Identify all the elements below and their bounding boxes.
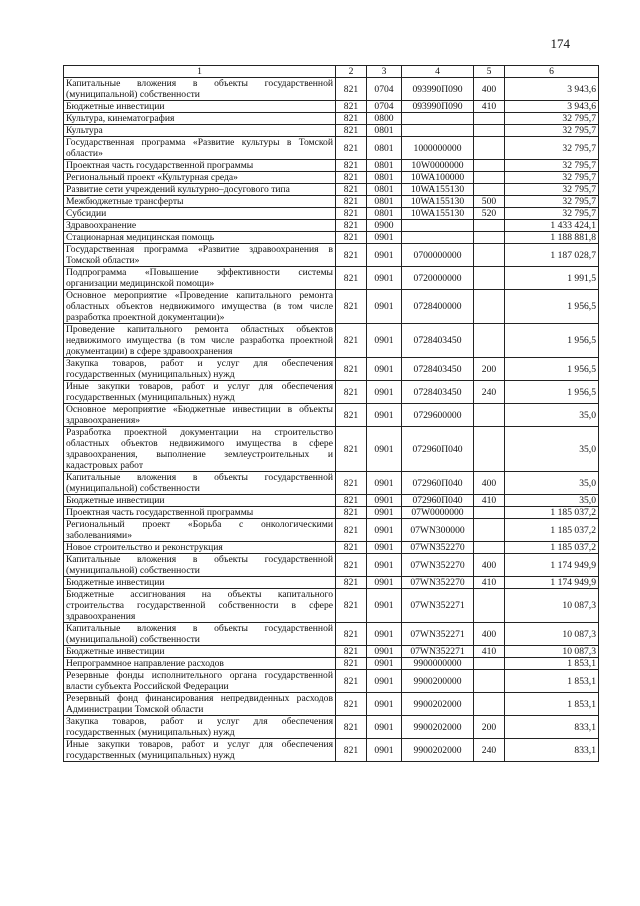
cell-name: Проектная часть государственной программы [64, 507, 336, 519]
cell-expense-type: 410 [474, 495, 505, 507]
cell-name: Проектная часть государственной программы [64, 160, 336, 172]
header-row [64, 66, 599, 78]
cell-department: 821 [336, 220, 367, 232]
cell-target-article: 9900202000 [402, 693, 474, 716]
cell-section: 0801 [367, 160, 402, 172]
cell-name: Подпрограмма «Повышение эффективности системы организации медицинской помощи» [64, 267, 336, 290]
cell-name: Капитальные вложения в объекты государственной (муниципальной) собственности [64, 623, 336, 646]
cell-department: 821 [336, 324, 367, 358]
column-header-2: 2 [336, 66, 367, 78]
cell-department: 821 [336, 290, 367, 324]
cell-name: Капитальные вложения в объекты государственной (муниципальной) собственности [64, 554, 336, 577]
cell-section: 0901 [367, 646, 402, 658]
cell-name: Капитальные вложения в объекты государственной (муниципальной) собственности [64, 78, 336, 101]
cell-target-article: 0728403450 [402, 324, 474, 358]
cell-section: 0704 [367, 78, 402, 101]
cell-department: 821 [336, 519, 367, 542]
cell-target-article: 10WA155130 [402, 184, 474, 196]
table-body [64, 78, 599, 762]
cell-expense-type: 200 [474, 358, 505, 381]
cell-name: Иные закупки товаров, работ и услуг для обеспечения государственных (муниципальных) нужд [64, 381, 336, 404]
cell-amount: 1 433 424,1 [505, 220, 599, 232]
cell-target-article: 072960П040 [402, 427, 474, 472]
cell-amount: 1 185 037,2 [505, 519, 599, 542]
cell-department: 821 [336, 125, 367, 137]
cell-target-article: 0720000000 [402, 267, 474, 290]
cell-department: 821 [336, 427, 367, 472]
cell-amount: 1 185 037,2 [505, 507, 599, 519]
cell-amount: 1 853,1 [505, 670, 599, 693]
table-row [64, 101, 599, 113]
cell-amount: 1 956,5 [505, 290, 599, 324]
cell-expense-type [474, 324, 505, 358]
cell-section: 0901 [367, 739, 402, 762]
cell-target-article: 07W0000000 [402, 507, 474, 519]
cell-target-article: 07WN300000 [402, 519, 474, 542]
cell-expense-type: 400 [474, 623, 505, 646]
cell-amount: 10 087,3 [505, 646, 599, 658]
cell-section: 0901 [367, 358, 402, 381]
table-row [64, 507, 599, 519]
cell-expense-type: 410 [474, 101, 505, 113]
cell-department: 821 [336, 507, 367, 519]
cell-department: 821 [336, 196, 367, 208]
table-row [64, 554, 599, 577]
cell-target-article: 0728400000 [402, 290, 474, 324]
cell-name: Капитальные вложения в объекты государственной (муниципальной) собственности [64, 472, 336, 495]
cell-name: Новое строительство и реконструкция [64, 542, 336, 554]
cell-department: 821 [336, 244, 367, 267]
cell-department: 821 [336, 623, 367, 646]
table-row [64, 577, 599, 589]
table-row [64, 427, 599, 472]
cell-department: 821 [336, 137, 367, 160]
cell-name: Стационарная медицинская помощь [64, 232, 336, 244]
cell-section: 0901 [367, 267, 402, 290]
cell-expense-type [474, 427, 505, 472]
cell-department: 821 [336, 589, 367, 623]
table-row [64, 739, 599, 762]
table-row [64, 184, 599, 196]
cell-section: 0801 [367, 184, 402, 196]
cell-name: Проведение капитального ремонта областных объектов недвижимого имущества (в том числе разработка проектной документации) в сфере здравоохранения [64, 324, 336, 358]
cell-target-article: 9900000000 [402, 658, 474, 670]
table-row [64, 172, 599, 184]
table-row [64, 137, 599, 160]
column-header-6: 6 [505, 66, 599, 78]
cell-target-article: 07WN352270 [402, 577, 474, 589]
table-row [64, 208, 599, 220]
cell-department: 821 [336, 716, 367, 739]
table-row [64, 658, 599, 670]
cell-amount: 32 795,7 [505, 172, 599, 184]
table-row [64, 267, 599, 290]
cell-department: 821 [336, 646, 367, 658]
table-row [64, 324, 599, 358]
cell-name: Непрограммное направление расходов [64, 658, 336, 670]
cell-amount: 1 956,5 [505, 358, 599, 381]
cell-name: Здравоохранение [64, 220, 336, 232]
cell-target-article: 0728403450 [402, 358, 474, 381]
cell-expense-type: 500 [474, 196, 505, 208]
cell-section: 0801 [367, 172, 402, 184]
cell-expense-type: 240 [474, 381, 505, 404]
cell-target-article: 093990П090 [402, 78, 474, 101]
cell-expense-type [474, 160, 505, 172]
cell-amount: 35,0 [505, 404, 599, 427]
table-row [64, 358, 599, 381]
table-row [64, 623, 599, 646]
cell-target-article: 9900202000 [402, 739, 474, 762]
cell-amount: 32 795,7 [505, 208, 599, 220]
cell-name: Региональный проект «Культурная среда» [64, 172, 336, 184]
cell-expense-type: 410 [474, 577, 505, 589]
cell-section: 0901 [367, 427, 402, 472]
cell-target-article: 07WN352271 [402, 589, 474, 623]
cell-amount: 1 956,5 [505, 324, 599, 358]
cell-section: 0901 [367, 472, 402, 495]
cell-department: 821 [336, 554, 367, 577]
cell-expense-type: 410 [474, 646, 505, 658]
cell-section: 0901 [367, 324, 402, 358]
cell-department: 821 [336, 208, 367, 220]
cell-target-article: 093990П090 [402, 101, 474, 113]
cell-section: 0801 [367, 125, 402, 137]
cell-amount: 32 795,7 [505, 125, 599, 137]
cell-amount: 35,0 [505, 472, 599, 495]
cell-expense-type [474, 220, 505, 232]
cell-target-article: 10WA155130 [402, 196, 474, 208]
cell-target-article: 07WN352271 [402, 646, 474, 658]
table-row [64, 693, 599, 716]
cell-name: Резервные фонды исполнительного органа государственной власти субъекта Российской Федерации [64, 670, 336, 693]
cell-target-article: 072960П040 [402, 472, 474, 495]
table-row [64, 646, 599, 658]
table-row [64, 381, 599, 404]
cell-amount: 1 174 949,9 [505, 577, 599, 589]
cell-expense-type: 200 [474, 716, 505, 739]
table-row [64, 78, 599, 101]
cell-target-article [402, 125, 474, 137]
table-row [64, 160, 599, 172]
table-row [64, 232, 599, 244]
cell-department: 821 [336, 184, 367, 196]
cell-section: 0801 [367, 208, 402, 220]
cell-name: Закупка товаров, работ и услуг для обеспечения государственных (муниципальных) нужд [64, 358, 336, 381]
table-row [64, 113, 599, 125]
cell-expense-type [474, 172, 505, 184]
cell-department: 821 [336, 670, 367, 693]
cell-expense-type [474, 670, 505, 693]
cell-department: 821 [336, 495, 367, 507]
cell-expense-type: 240 [474, 739, 505, 762]
cell-department: 821 [336, 472, 367, 495]
cell-department: 821 [336, 577, 367, 589]
cell-target-article: 10WA100000 [402, 172, 474, 184]
cell-amount: 32 795,7 [505, 196, 599, 208]
cell-target-article: 9900200000 [402, 670, 474, 693]
cell-expense-type [474, 542, 505, 554]
cell-target-article: 10WA155130 [402, 208, 474, 220]
cell-target-article: 0728403450 [402, 381, 474, 404]
cell-section: 0901 [367, 519, 402, 542]
cell-expense-type [474, 232, 505, 244]
cell-amount: 1 187 028,7 [505, 244, 599, 267]
cell-name: Основное мероприятие «Проведение капитального ремонта областных объектов недвижимого имущества (в том числе разработка проектной документации)» [64, 290, 336, 324]
cell-target-article: 0729600000 [402, 404, 474, 427]
cell-name: Бюджетные инвестиции [64, 495, 336, 507]
cell-section: 0901 [367, 554, 402, 577]
cell-section: 0901 [367, 658, 402, 670]
cell-amount: 35,0 [505, 495, 599, 507]
table-row [64, 495, 599, 507]
cell-amount: 1 188 881,8 [505, 232, 599, 244]
cell-target-article: 072960П040 [402, 495, 474, 507]
cell-target-article: 1000000000 [402, 137, 474, 160]
cell-expense-type: 400 [474, 78, 505, 101]
table-row [64, 196, 599, 208]
cell-section: 0704 [367, 101, 402, 113]
cell-name: Резервный фонд финансирования непредвиденных расходов Администрации Томской области [64, 693, 336, 716]
cell-expense-type [474, 125, 505, 137]
cell-department: 821 [336, 101, 367, 113]
cell-section: 0901 [367, 232, 402, 244]
table-row [64, 519, 599, 542]
cell-amount: 32 795,7 [505, 113, 599, 125]
table-row [64, 125, 599, 137]
cell-expense-type [474, 658, 505, 670]
table-row [64, 290, 599, 324]
cell-section: 0901 [367, 623, 402, 646]
table-row [64, 404, 599, 427]
cell-expense-type [474, 404, 505, 427]
column-header-1: 1 [64, 66, 336, 78]
cell-amount: 1 174 949,9 [505, 554, 599, 577]
cell-target-article [402, 232, 474, 244]
cell-expense-type: 520 [474, 208, 505, 220]
cell-name: Бюджетные ассигнования на объекты капитального строительства государственной собственности в сфере здравоохранения [64, 589, 336, 623]
cell-section: 0900 [367, 220, 402, 232]
cell-expense-type [474, 137, 505, 160]
cell-department: 821 [336, 172, 367, 184]
cell-name: Разработка проектной документации на строительство областных объектов недвижимого имущества в сфере здравоохранения, выполнение землеустроительных и кадастровых работ [64, 427, 336, 472]
cell-section: 0901 [367, 542, 402, 554]
cell-section: 0901 [367, 507, 402, 519]
cell-expense-type [474, 519, 505, 542]
cell-name: Культура [64, 125, 336, 137]
cell-expense-type [474, 290, 505, 324]
cell-section: 0901 [367, 495, 402, 507]
cell-amount: 833,1 [505, 716, 599, 739]
table-header [64, 66, 599, 78]
cell-amount: 10 087,3 [505, 589, 599, 623]
table-row [64, 670, 599, 693]
cell-section: 0901 [367, 589, 402, 623]
cell-name: Государственная программа «Развитие здравоохранения в Томской области» [64, 244, 336, 267]
cell-section: 0901 [367, 577, 402, 589]
cell-section: 0901 [367, 716, 402, 739]
cell-expense-type [474, 184, 505, 196]
cell-section: 0901 [367, 404, 402, 427]
cell-section: 0901 [367, 381, 402, 404]
cell-target-article: 10W0000000 [402, 160, 474, 172]
column-header-3: 3 [367, 66, 402, 78]
cell-name: Субсидии [64, 208, 336, 220]
cell-amount: 3 943,6 [505, 101, 599, 113]
cell-name: Бюджетные инвестиции [64, 646, 336, 658]
cell-department: 821 [336, 358, 367, 381]
cell-amount: 1 956,5 [505, 381, 599, 404]
cell-target-article: 0700000000 [402, 244, 474, 267]
cell-department: 821 [336, 232, 367, 244]
cell-section: 0901 [367, 290, 402, 324]
table-row [64, 542, 599, 554]
cell-amount: 32 795,7 [505, 137, 599, 160]
cell-target-article [402, 113, 474, 125]
column-header-5: 5 [474, 66, 505, 78]
cell-expense-type: 400 [474, 472, 505, 495]
cell-target-article: 07WN352270 [402, 542, 474, 554]
cell-amount: 1 185 037,2 [505, 542, 599, 554]
cell-department: 821 [336, 267, 367, 290]
cell-department: 821 [336, 78, 367, 101]
column-header-4: 4 [402, 66, 474, 78]
cell-department: 821 [336, 160, 367, 172]
cell-amount: 32 795,7 [505, 184, 599, 196]
cell-section: 0901 [367, 693, 402, 716]
cell-name: Бюджетные инвестиции [64, 577, 336, 589]
cell-department: 821 [336, 113, 367, 125]
cell-section: 0901 [367, 670, 402, 693]
cell-section: 0801 [367, 196, 402, 208]
cell-amount: 3 943,6 [505, 78, 599, 101]
cell-department: 821 [336, 739, 367, 762]
cell-name: Бюджетные инвестиции [64, 101, 336, 113]
cell-expense-type [474, 267, 505, 290]
cell-department: 821 [336, 693, 367, 716]
table-row [64, 244, 599, 267]
table-row [64, 589, 599, 623]
cell-section: 0800 [367, 113, 402, 125]
cell-expense-type [474, 113, 505, 125]
cell-name: Межбюджетные трансферты [64, 196, 336, 208]
cell-department: 821 [336, 658, 367, 670]
cell-expense-type [474, 589, 505, 623]
cell-name: Региональный проект «Борьба с онкологическими заболеваниями» [64, 519, 336, 542]
cell-target-article [402, 220, 474, 232]
cell-target-article: 07WN352270 [402, 554, 474, 577]
cell-amount: 35,0 [505, 427, 599, 472]
cell-target-article: 9900202000 [402, 716, 474, 739]
cell-name: Развитие сети учреждений культурно–досугового типа [64, 184, 336, 196]
cell-name: Иные закупки товаров, работ и услуг для обеспечения государственных (муниципальных) нужд [64, 739, 336, 762]
cell-expense-type [474, 693, 505, 716]
table-row [64, 220, 599, 232]
cell-department: 821 [336, 381, 367, 404]
cell-name: Культура, кинематография [64, 113, 336, 125]
cell-department: 821 [336, 404, 367, 427]
cell-section: 0801 [367, 137, 402, 160]
cell-expense-type [474, 507, 505, 519]
cell-expense-type [474, 244, 505, 267]
cell-expense-type: 400 [474, 554, 505, 577]
cell-department: 821 [336, 542, 367, 554]
cell-amount: 1 853,1 [505, 693, 599, 716]
cell-amount: 32 795,7 [505, 160, 599, 172]
cell-name: Закупка товаров, работ и услуг для обеспечения государственных (муниципальных) нужд [64, 716, 336, 739]
table-row [64, 716, 599, 739]
cell-amount: 10 087,3 [505, 623, 599, 646]
budget-table [63, 65, 599, 762]
cell-amount: 1 991,5 [505, 267, 599, 290]
cell-amount: 833,1 [505, 739, 599, 762]
table-row [64, 472, 599, 495]
cell-target-article: 07WN352271 [402, 623, 474, 646]
cell-name: Основное мероприятие «Бюджетные инвестиции в объекты здравоохранения» [64, 404, 336, 427]
cell-amount: 1 853,1 [505, 658, 599, 670]
cell-name: Государственная программа «Развитие культуры в Томской области» [64, 137, 336, 160]
cell-section: 0901 [367, 244, 402, 267]
page-number: 174 [550, 36, 570, 51]
